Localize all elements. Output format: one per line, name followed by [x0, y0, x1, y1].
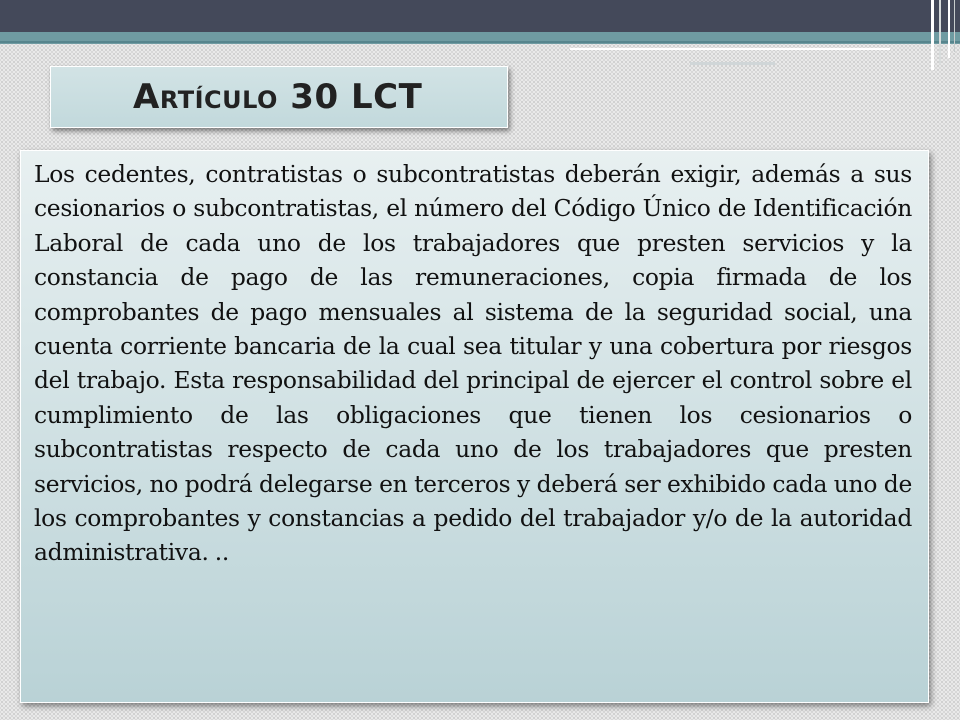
content-box: [20, 150, 929, 703]
slide-title: Artículo 30 LCT: [133, 77, 423, 117]
header-band: [0, 0, 960, 32]
decorative-vertical-line: [931, 0, 934, 70]
accent-band-shadow: [0, 41, 960, 43]
decorative-vertical-line: [939, 0, 941, 64]
decorative-line: [690, 62, 775, 65]
decorative-line: [570, 48, 890, 50]
decorative-vertical-line: [948, 0, 950, 58]
slide-body-text: Los cedentes, contratistas o subcontratistas deberán exigir, además a sus cesionarios o subcontratistas, el número del Código Único de Identificación Laboral de cada uno de los trabajadores que presten servicios y la constancia de pago de las remuneraciones, copia firmada de los comprobantes de pago mensuales al sistema de la seguridad social, una cuenta corriente bancaria de la cual sea titular y una cobertura por riesgos del trabajo. Esta responsabilidad del principal de ejercer el control sobre el cumplimiento de las obligaciones que tienen los cesionarios o subcontratistas respecto de cada uno de los trabajadores que presten servicios, no podrá delegarse en terceros y deberá ser exhibido cada uno de los comprobantes y constancias a pedido del trabajador y/o de la autoridad administrativa. ..: [34, 160, 912, 567]
title-box: [50, 66, 508, 128]
decorative-vertical-line: [954, 0, 955, 52]
